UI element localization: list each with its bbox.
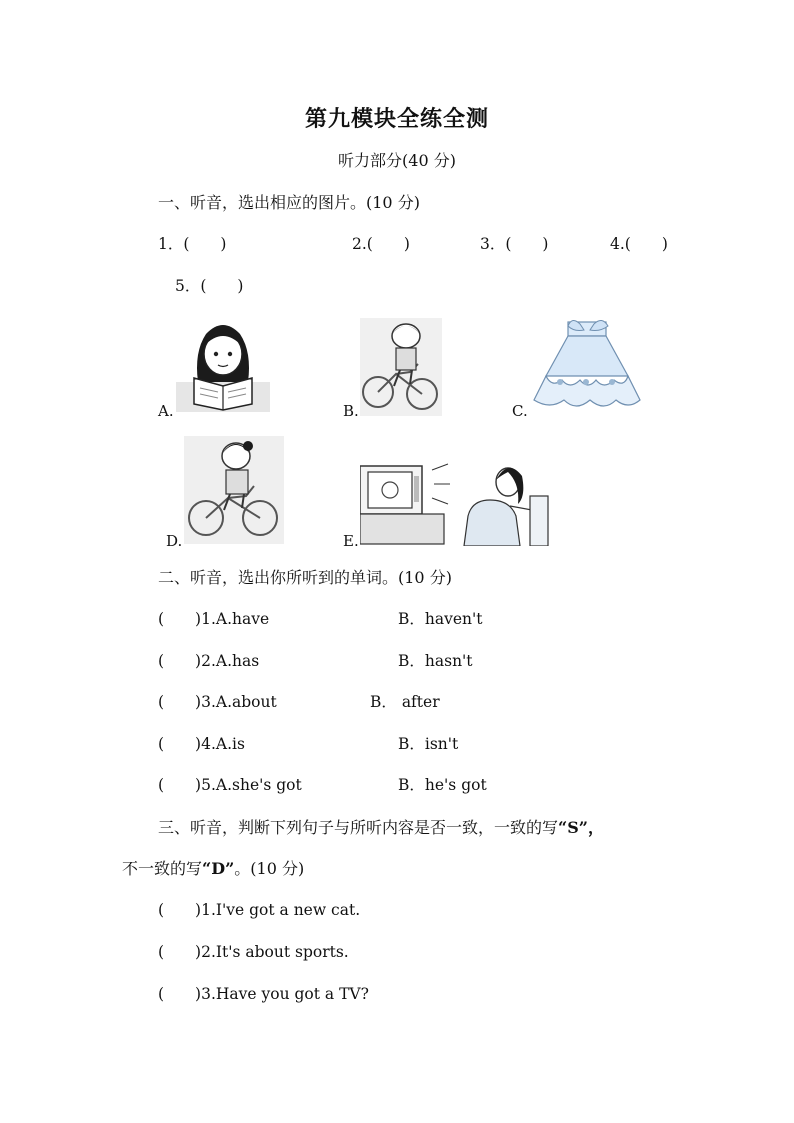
woman-watching-tv-icon bbox=[360, 456, 550, 546]
section3-heading-pre: 不一致的写 bbox=[122, 859, 203, 878]
section3-heading-line1 bbox=[158, 815, 604, 838]
s2-item-3-option-b: B． after bbox=[370, 693, 440, 711]
girl-reading-book-icon bbox=[176, 312, 270, 412]
skirt-icon bbox=[528, 316, 646, 416]
s2-item-4-option-a[interactable]: ( )4.A.is bbox=[158, 735, 245, 753]
answer-blank-1[interactable]: 1．( ) bbox=[158, 235, 227, 253]
s2-item-2-option-a[interactable]: ( )2.A.has bbox=[158, 652, 260, 670]
s2-item-1-option-a[interactable]: ( )1.A.have bbox=[158, 610, 270, 628]
picture-label-b: B. bbox=[343, 402, 359, 420]
page-title: 第九模块全练全测 bbox=[304, 106, 489, 132]
section1-heading: 一、听音，选出相应的图片。(10 分) bbox=[158, 193, 420, 212]
answer-blank-4[interactable]: 4.( ) bbox=[610, 235, 668, 253]
section3-heading-line2 bbox=[122, 856, 304, 879]
s2-item-3-option-a[interactable]: ( )3.A.about bbox=[158, 693, 277, 711]
picture-label-a: A. bbox=[158, 402, 174, 420]
s3-item-3[interactable]: ( )3.Have you got a TV? bbox=[158, 985, 369, 1003]
answer-blank-2[interactable]: 2.( ) bbox=[352, 235, 410, 253]
answer-blank-3[interactable]: 3．( ) bbox=[480, 235, 549, 253]
mark-d: “D” bbox=[202, 859, 235, 878]
s2-item-1-option-b: B．haven't bbox=[398, 610, 483, 628]
section3-heading-post: 。(10 分) bbox=[234, 859, 305, 878]
girl-riding-bike-icon bbox=[184, 436, 284, 544]
mark-s: “S”， bbox=[558, 818, 604, 837]
picture-label-e: E. bbox=[343, 532, 359, 550]
page-subtitle: 听力部分(40 分) bbox=[338, 151, 456, 170]
s2-item-2-option-b: B．hasn't bbox=[398, 652, 473, 670]
s3-item-2[interactable]: ( )2.It's about sports. bbox=[158, 943, 349, 961]
answer-blank-5[interactable]: 5．( ) bbox=[175, 277, 244, 295]
section3-heading-text: 三、听音，判断下列句子与所听内容是否一致，一致的写 bbox=[158, 818, 559, 837]
section2-heading: 二、听音，选出你所听到的单词。(10 分) bbox=[158, 568, 452, 587]
picture-label-d: D. bbox=[166, 532, 183, 550]
picture-label-c: C. bbox=[512, 402, 528, 420]
s2-item-5-option-b: B．he's got bbox=[398, 776, 487, 794]
s2-item-5-option-a[interactable]: ( )5.A.she's got bbox=[158, 776, 302, 794]
s3-item-1[interactable]: ( )1.I've got a new cat. bbox=[158, 901, 361, 919]
s2-item-4-option-b: B．isn't bbox=[398, 735, 459, 753]
boy-riding-bike-icon bbox=[360, 318, 442, 416]
